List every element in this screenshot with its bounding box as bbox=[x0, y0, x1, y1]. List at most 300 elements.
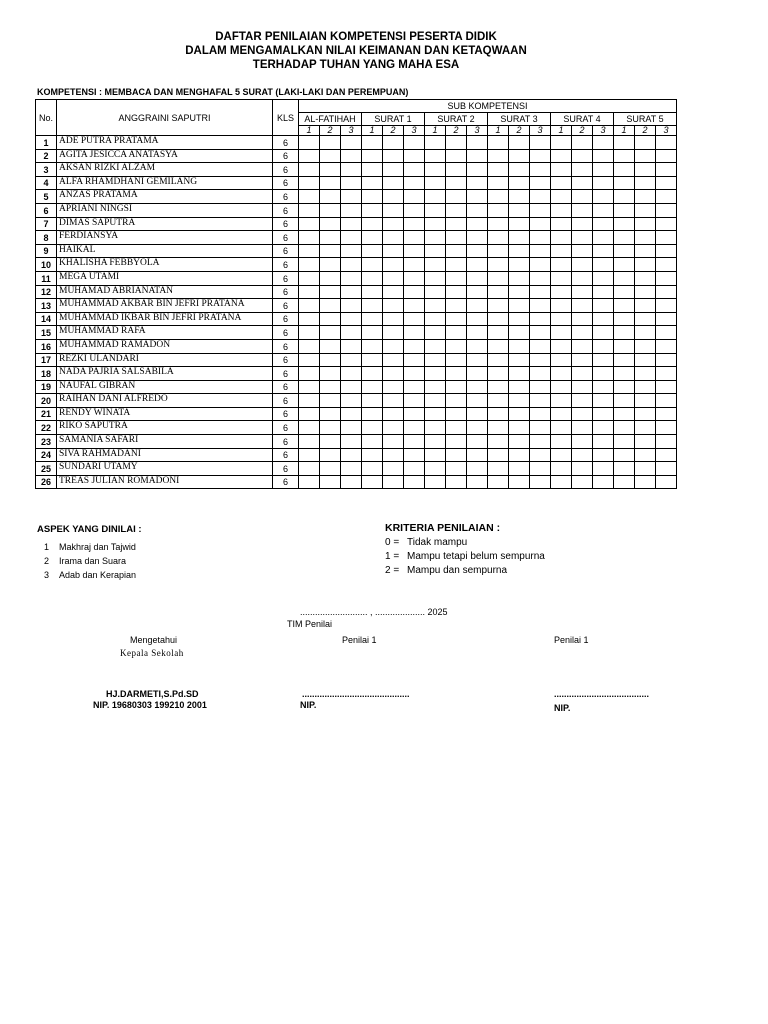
score-cell[interactable] bbox=[299, 326, 320, 340]
score-cell[interactable] bbox=[593, 394, 614, 408]
score-cell[interactable] bbox=[320, 190, 341, 204]
score-cell[interactable] bbox=[488, 435, 509, 449]
score-cell[interactable] bbox=[551, 435, 572, 449]
score-cell[interactable] bbox=[425, 462, 446, 476]
score-cell[interactable] bbox=[488, 299, 509, 313]
score-cell[interactable] bbox=[446, 231, 467, 245]
score-cell[interactable] bbox=[383, 163, 404, 177]
score-cell[interactable] bbox=[635, 258, 656, 272]
score-cell[interactable] bbox=[572, 353, 593, 367]
score-cell[interactable] bbox=[530, 421, 551, 435]
score-cell[interactable] bbox=[383, 475, 404, 489]
score-cell[interactable] bbox=[551, 353, 572, 367]
score-cell[interactable] bbox=[320, 299, 341, 313]
score-cell[interactable] bbox=[446, 339, 467, 353]
score-cell[interactable] bbox=[341, 299, 362, 313]
score-cell[interactable] bbox=[656, 326, 677, 340]
score-cell[interactable] bbox=[551, 190, 572, 204]
score-cell[interactable] bbox=[362, 312, 383, 326]
score-cell[interactable] bbox=[404, 190, 425, 204]
score-cell[interactable] bbox=[593, 203, 614, 217]
score-cell[interactable] bbox=[341, 407, 362, 421]
score-cell[interactable] bbox=[425, 326, 446, 340]
score-cell[interactable] bbox=[404, 285, 425, 299]
score-cell[interactable] bbox=[614, 380, 635, 394]
score-cell[interactable] bbox=[530, 176, 551, 190]
score-cell[interactable] bbox=[383, 190, 404, 204]
score-cell[interactable] bbox=[656, 149, 677, 163]
score-cell[interactable] bbox=[593, 312, 614, 326]
score-cell[interactable] bbox=[446, 203, 467, 217]
score-cell[interactable] bbox=[530, 312, 551, 326]
score-cell[interactable] bbox=[404, 299, 425, 313]
score-cell[interactable] bbox=[551, 407, 572, 421]
score-cell[interactable] bbox=[530, 353, 551, 367]
score-cell[interactable] bbox=[425, 217, 446, 231]
score-cell[interactable] bbox=[446, 448, 467, 462]
score-cell[interactable] bbox=[362, 231, 383, 245]
score-cell[interactable] bbox=[320, 244, 341, 258]
score-cell[interactable] bbox=[467, 475, 488, 489]
score-cell[interactable] bbox=[446, 407, 467, 421]
score-cell[interactable] bbox=[572, 163, 593, 177]
score-cell[interactable] bbox=[530, 258, 551, 272]
score-cell[interactable] bbox=[320, 149, 341, 163]
score-cell[interactable] bbox=[635, 271, 656, 285]
score-cell[interactable] bbox=[530, 244, 551, 258]
score-cell[interactable] bbox=[383, 435, 404, 449]
score-cell[interactable] bbox=[635, 136, 656, 150]
score-cell[interactable] bbox=[572, 462, 593, 476]
score-cell[interactable] bbox=[425, 367, 446, 381]
score-cell[interactable] bbox=[404, 326, 425, 340]
score-cell[interactable] bbox=[572, 380, 593, 394]
score-cell[interactable] bbox=[572, 217, 593, 231]
score-cell[interactable] bbox=[593, 231, 614, 245]
score-cell[interactable] bbox=[551, 285, 572, 299]
score-cell[interactable] bbox=[383, 367, 404, 381]
score-cell[interactable] bbox=[488, 394, 509, 408]
score-cell[interactable] bbox=[551, 203, 572, 217]
score-cell[interactable] bbox=[320, 448, 341, 462]
score-cell[interactable] bbox=[572, 339, 593, 353]
score-cell[interactable] bbox=[467, 448, 488, 462]
score-cell[interactable] bbox=[467, 299, 488, 313]
score-cell[interactable] bbox=[530, 462, 551, 476]
score-cell[interactable] bbox=[320, 353, 341, 367]
score-cell[interactable] bbox=[656, 339, 677, 353]
score-cell[interactable] bbox=[530, 285, 551, 299]
score-cell[interactable] bbox=[446, 271, 467, 285]
score-cell[interactable] bbox=[425, 394, 446, 408]
score-cell[interactable] bbox=[362, 163, 383, 177]
score-cell[interactable] bbox=[509, 190, 530, 204]
score-cell[interactable] bbox=[614, 271, 635, 285]
score-cell[interactable] bbox=[341, 163, 362, 177]
score-cell[interactable] bbox=[320, 435, 341, 449]
score-cell[interactable] bbox=[320, 176, 341, 190]
score-cell[interactable] bbox=[467, 312, 488, 326]
score-cell[interactable] bbox=[509, 149, 530, 163]
score-cell[interactable] bbox=[656, 258, 677, 272]
score-cell[interactable] bbox=[530, 394, 551, 408]
score-cell[interactable] bbox=[383, 299, 404, 313]
score-cell[interactable] bbox=[467, 407, 488, 421]
score-cell[interactable] bbox=[404, 312, 425, 326]
score-cell[interactable] bbox=[593, 367, 614, 381]
score-cell[interactable] bbox=[572, 435, 593, 449]
score-cell[interactable] bbox=[656, 394, 677, 408]
score-cell[interactable] bbox=[383, 244, 404, 258]
score-cell[interactable] bbox=[530, 203, 551, 217]
score-cell[interactable] bbox=[362, 339, 383, 353]
score-cell[interactable] bbox=[488, 258, 509, 272]
score-cell[interactable] bbox=[362, 203, 383, 217]
score-cell[interactable] bbox=[509, 367, 530, 381]
score-cell[interactable] bbox=[530, 136, 551, 150]
score-cell[interactable] bbox=[404, 367, 425, 381]
score-cell[interactable] bbox=[383, 258, 404, 272]
score-cell[interactable] bbox=[509, 231, 530, 245]
score-cell[interactable] bbox=[404, 339, 425, 353]
score-cell[interactable] bbox=[635, 448, 656, 462]
score-cell[interactable] bbox=[635, 203, 656, 217]
score-cell[interactable] bbox=[467, 421, 488, 435]
score-cell[interactable] bbox=[467, 203, 488, 217]
score-cell[interactable] bbox=[656, 271, 677, 285]
score-cell[interactable] bbox=[341, 312, 362, 326]
score-cell[interactable] bbox=[362, 421, 383, 435]
score-cell[interactable] bbox=[362, 326, 383, 340]
score-cell[interactable] bbox=[299, 353, 320, 367]
score-cell[interactable] bbox=[362, 244, 383, 258]
score-cell[interactable] bbox=[488, 285, 509, 299]
score-cell[interactable] bbox=[488, 326, 509, 340]
score-cell[interactable] bbox=[320, 285, 341, 299]
score-cell[interactable] bbox=[551, 367, 572, 381]
score-cell[interactable] bbox=[509, 435, 530, 449]
score-cell[interactable] bbox=[656, 407, 677, 421]
score-cell[interactable] bbox=[467, 394, 488, 408]
score-cell[interactable] bbox=[656, 421, 677, 435]
score-cell[interactable] bbox=[467, 149, 488, 163]
score-cell[interactable] bbox=[635, 217, 656, 231]
score-cell[interactable] bbox=[509, 407, 530, 421]
score-cell[interactable] bbox=[572, 231, 593, 245]
score-cell[interactable] bbox=[572, 394, 593, 408]
score-cell[interactable] bbox=[635, 299, 656, 313]
score-cell[interactable] bbox=[572, 258, 593, 272]
score-cell[interactable] bbox=[404, 407, 425, 421]
score-cell[interactable] bbox=[488, 353, 509, 367]
score-cell[interactable] bbox=[383, 136, 404, 150]
score-cell[interactable] bbox=[530, 217, 551, 231]
score-cell[interactable] bbox=[572, 367, 593, 381]
score-cell[interactable] bbox=[320, 462, 341, 476]
score-cell[interactable] bbox=[656, 299, 677, 313]
score-cell[interactable] bbox=[467, 190, 488, 204]
score-cell[interactable] bbox=[593, 407, 614, 421]
score-cell[interactable] bbox=[572, 475, 593, 489]
score-cell[interactable] bbox=[509, 163, 530, 177]
score-cell[interactable] bbox=[635, 435, 656, 449]
score-cell[interactable] bbox=[572, 285, 593, 299]
score-cell[interactable] bbox=[404, 149, 425, 163]
score-cell[interactable] bbox=[362, 299, 383, 313]
score-cell[interactable] bbox=[656, 435, 677, 449]
score-cell[interactable] bbox=[446, 190, 467, 204]
score-cell[interactable] bbox=[341, 149, 362, 163]
score-cell[interactable] bbox=[572, 244, 593, 258]
score-cell[interactable] bbox=[488, 475, 509, 489]
score-cell[interactable] bbox=[530, 380, 551, 394]
score-cell[interactable] bbox=[362, 285, 383, 299]
score-cell[interactable] bbox=[320, 203, 341, 217]
score-cell[interactable] bbox=[362, 407, 383, 421]
score-cell[interactable] bbox=[320, 258, 341, 272]
score-cell[interactable] bbox=[362, 462, 383, 476]
score-cell[interactable] bbox=[299, 149, 320, 163]
score-cell[interactable] bbox=[593, 163, 614, 177]
score-cell[interactable] bbox=[425, 190, 446, 204]
score-cell[interactable] bbox=[593, 285, 614, 299]
score-cell[interactable] bbox=[446, 435, 467, 449]
score-cell[interactable] bbox=[530, 326, 551, 340]
score-cell[interactable] bbox=[572, 203, 593, 217]
score-cell[interactable] bbox=[425, 136, 446, 150]
score-cell[interactable] bbox=[593, 326, 614, 340]
score-cell[interactable] bbox=[488, 190, 509, 204]
score-cell[interactable] bbox=[299, 435, 320, 449]
score-cell[interactable] bbox=[341, 353, 362, 367]
score-cell[interactable] bbox=[341, 435, 362, 449]
score-cell[interactable] bbox=[614, 448, 635, 462]
score-cell[interactable] bbox=[425, 176, 446, 190]
score-cell[interactable] bbox=[656, 203, 677, 217]
score-cell[interactable] bbox=[425, 312, 446, 326]
score-cell[interactable] bbox=[299, 217, 320, 231]
score-cell[interactable] bbox=[593, 190, 614, 204]
score-cell[interactable] bbox=[425, 149, 446, 163]
score-cell[interactable] bbox=[425, 258, 446, 272]
score-cell[interactable] bbox=[467, 285, 488, 299]
score-cell[interactable] bbox=[551, 339, 572, 353]
score-cell[interactable] bbox=[593, 339, 614, 353]
score-cell[interactable] bbox=[383, 285, 404, 299]
score-cell[interactable] bbox=[299, 448, 320, 462]
score-cell[interactable] bbox=[488, 217, 509, 231]
score-cell[interactable] bbox=[362, 448, 383, 462]
score-cell[interactable] bbox=[446, 353, 467, 367]
score-cell[interactable] bbox=[404, 435, 425, 449]
score-cell[interactable] bbox=[446, 217, 467, 231]
score-cell[interactable] bbox=[404, 244, 425, 258]
score-cell[interactable] bbox=[509, 258, 530, 272]
score-cell[interactable] bbox=[341, 462, 362, 476]
score-cell[interactable] bbox=[614, 149, 635, 163]
score-cell[interactable] bbox=[341, 448, 362, 462]
score-cell[interactable] bbox=[425, 339, 446, 353]
score-cell[interactable] bbox=[383, 421, 404, 435]
score-cell[interactable] bbox=[635, 475, 656, 489]
score-cell[interactable] bbox=[614, 244, 635, 258]
score-cell[interactable] bbox=[530, 271, 551, 285]
score-cell[interactable] bbox=[383, 462, 404, 476]
score-cell[interactable] bbox=[320, 475, 341, 489]
score-cell[interactable] bbox=[404, 448, 425, 462]
score-cell[interactable] bbox=[383, 231, 404, 245]
score-cell[interactable] bbox=[656, 190, 677, 204]
score-cell[interactable] bbox=[530, 299, 551, 313]
score-cell[interactable] bbox=[446, 149, 467, 163]
score-cell[interactable] bbox=[383, 326, 404, 340]
score-cell[interactable] bbox=[299, 136, 320, 150]
score-cell[interactable] bbox=[341, 244, 362, 258]
score-cell[interactable] bbox=[656, 285, 677, 299]
score-cell[interactable] bbox=[425, 203, 446, 217]
score-cell[interactable] bbox=[383, 176, 404, 190]
score-cell[interactable] bbox=[509, 353, 530, 367]
score-cell[interactable] bbox=[299, 285, 320, 299]
score-cell[interactable] bbox=[320, 312, 341, 326]
score-cell[interactable] bbox=[488, 163, 509, 177]
score-cell[interactable] bbox=[635, 231, 656, 245]
score-cell[interactable] bbox=[488, 136, 509, 150]
score-cell[interactable] bbox=[593, 271, 614, 285]
score-cell[interactable] bbox=[614, 217, 635, 231]
score-cell[interactable] bbox=[614, 326, 635, 340]
score-cell[interactable] bbox=[572, 421, 593, 435]
score-cell[interactable] bbox=[656, 353, 677, 367]
score-cell[interactable] bbox=[509, 380, 530, 394]
score-cell[interactable] bbox=[467, 462, 488, 476]
score-cell[interactable] bbox=[446, 163, 467, 177]
score-cell[interactable] bbox=[488, 312, 509, 326]
score-cell[interactable] bbox=[509, 475, 530, 489]
score-cell[interactable] bbox=[446, 299, 467, 313]
score-cell[interactable] bbox=[509, 462, 530, 476]
score-cell[interactable] bbox=[572, 271, 593, 285]
score-cell[interactable] bbox=[551, 136, 572, 150]
score-cell[interactable] bbox=[425, 163, 446, 177]
score-cell[interactable] bbox=[635, 367, 656, 381]
score-cell[interactable] bbox=[425, 353, 446, 367]
score-cell[interactable] bbox=[656, 367, 677, 381]
score-cell[interactable] bbox=[509, 448, 530, 462]
score-cell[interactable] bbox=[341, 421, 362, 435]
score-cell[interactable] bbox=[635, 149, 656, 163]
score-cell[interactable] bbox=[341, 339, 362, 353]
score-cell[interactable] bbox=[362, 176, 383, 190]
score-cell[interactable] bbox=[656, 475, 677, 489]
score-cell[interactable] bbox=[593, 217, 614, 231]
score-cell[interactable] bbox=[530, 448, 551, 462]
score-cell[interactable] bbox=[593, 380, 614, 394]
score-cell[interactable] bbox=[299, 190, 320, 204]
score-cell[interactable] bbox=[488, 421, 509, 435]
score-cell[interactable] bbox=[299, 231, 320, 245]
score-cell[interactable] bbox=[656, 217, 677, 231]
score-cell[interactable] bbox=[467, 231, 488, 245]
score-cell[interactable] bbox=[572, 326, 593, 340]
score-cell[interactable] bbox=[551, 217, 572, 231]
score-cell[interactable] bbox=[614, 462, 635, 476]
score-cell[interactable] bbox=[425, 475, 446, 489]
score-cell[interactable] bbox=[656, 163, 677, 177]
score-cell[interactable] bbox=[467, 353, 488, 367]
score-cell[interactable] bbox=[488, 149, 509, 163]
score-cell[interactable] bbox=[572, 299, 593, 313]
score-cell[interactable] bbox=[656, 448, 677, 462]
score-cell[interactable] bbox=[551, 326, 572, 340]
score-cell[interactable] bbox=[614, 421, 635, 435]
score-cell[interactable] bbox=[635, 285, 656, 299]
score-cell[interactable] bbox=[572, 448, 593, 462]
score-cell[interactable] bbox=[509, 312, 530, 326]
score-cell[interactable] bbox=[572, 149, 593, 163]
score-cell[interactable] bbox=[593, 136, 614, 150]
score-cell[interactable] bbox=[446, 244, 467, 258]
score-cell[interactable] bbox=[383, 407, 404, 421]
score-cell[interactable] bbox=[551, 312, 572, 326]
score-cell[interactable] bbox=[593, 258, 614, 272]
score-cell[interactable] bbox=[488, 271, 509, 285]
score-cell[interactable] bbox=[404, 231, 425, 245]
score-cell[interactable] bbox=[614, 203, 635, 217]
score-cell[interactable] bbox=[635, 353, 656, 367]
score-cell[interactable] bbox=[467, 367, 488, 381]
score-cell[interactable] bbox=[362, 217, 383, 231]
score-cell[interactable] bbox=[614, 285, 635, 299]
score-cell[interactable] bbox=[404, 271, 425, 285]
score-cell[interactable] bbox=[362, 353, 383, 367]
score-cell[interactable] bbox=[593, 176, 614, 190]
score-cell[interactable] bbox=[467, 217, 488, 231]
score-cell[interactable] bbox=[299, 203, 320, 217]
score-cell[interactable] bbox=[614, 176, 635, 190]
score-cell[interactable] bbox=[488, 448, 509, 462]
score-cell[interactable] bbox=[614, 299, 635, 313]
score-cell[interactable] bbox=[446, 380, 467, 394]
score-cell[interactable] bbox=[614, 312, 635, 326]
score-cell[interactable] bbox=[320, 339, 341, 353]
score-cell[interactable] bbox=[551, 231, 572, 245]
score-cell[interactable] bbox=[404, 353, 425, 367]
score-cell[interactable] bbox=[446, 176, 467, 190]
score-cell[interactable] bbox=[341, 176, 362, 190]
score-cell[interactable] bbox=[341, 258, 362, 272]
score-cell[interactable] bbox=[656, 462, 677, 476]
score-cell[interactable] bbox=[362, 149, 383, 163]
score-cell[interactable] bbox=[404, 163, 425, 177]
score-cell[interactable] bbox=[383, 312, 404, 326]
score-cell[interactable] bbox=[425, 421, 446, 435]
score-cell[interactable] bbox=[656, 380, 677, 394]
score-cell[interactable] bbox=[320, 136, 341, 150]
score-cell[interactable] bbox=[362, 258, 383, 272]
score-cell[interactable] bbox=[446, 367, 467, 381]
score-cell[interactable] bbox=[467, 326, 488, 340]
score-cell[interactable] bbox=[404, 203, 425, 217]
score-cell[interactable] bbox=[362, 394, 383, 408]
score-cell[interactable] bbox=[551, 462, 572, 476]
score-cell[interactable] bbox=[341, 271, 362, 285]
score-cell[interactable] bbox=[467, 244, 488, 258]
score-cell[interactable] bbox=[383, 149, 404, 163]
score-cell[interactable] bbox=[467, 339, 488, 353]
score-cell[interactable] bbox=[425, 407, 446, 421]
score-cell[interactable] bbox=[551, 448, 572, 462]
